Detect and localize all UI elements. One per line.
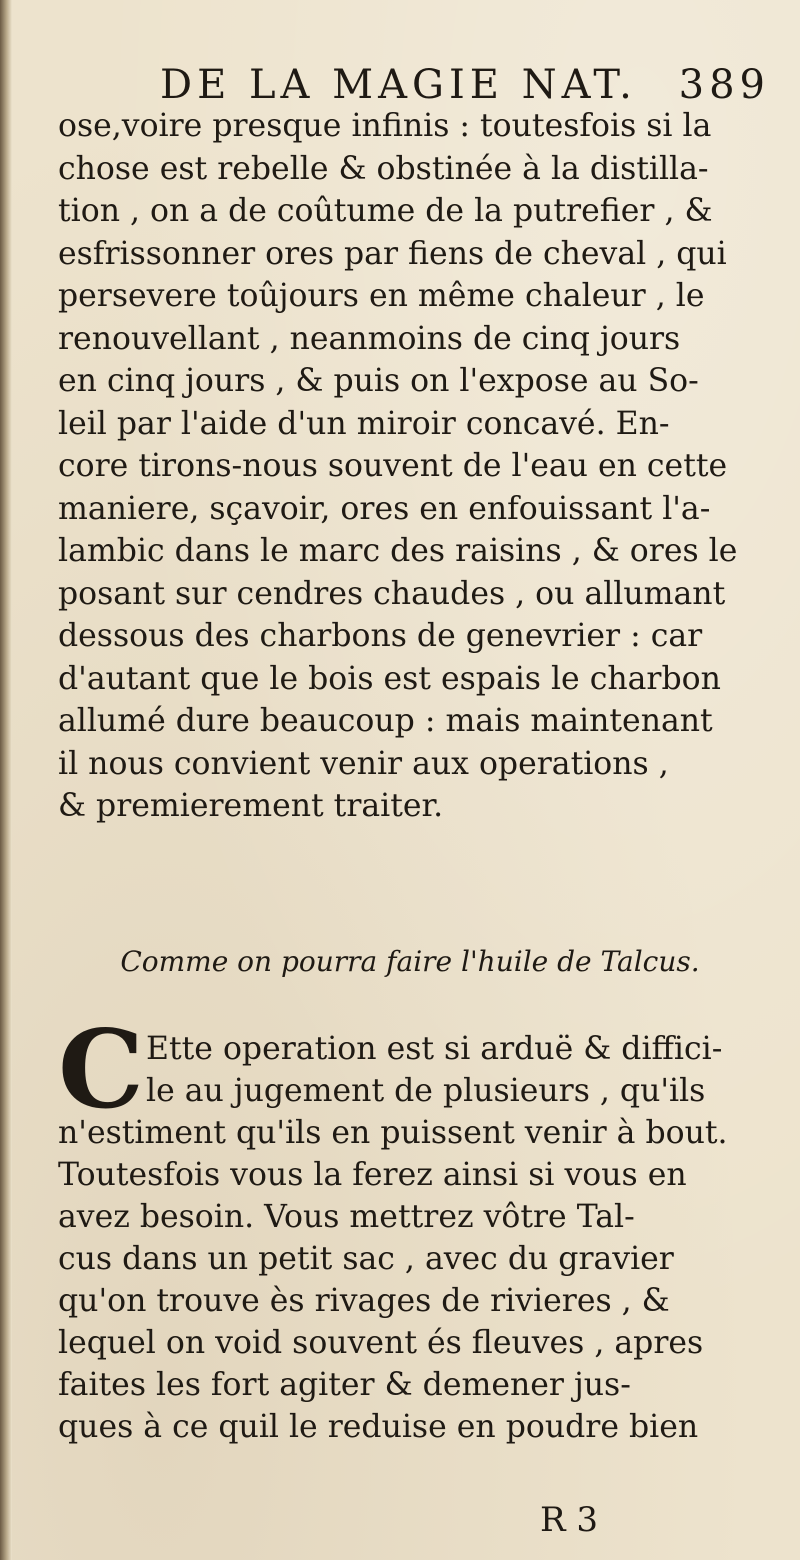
text-line: d'autant que le bois est espais le charbon bbox=[58, 660, 721, 697]
text-line: esfrissonner ores par fiens de cheval , qui bbox=[58, 235, 727, 272]
text-line: Ette operation est si arduë & diffici- bbox=[146, 1031, 723, 1067]
text-line: maniere, sçavoir, ores en enfouissant l'a- bbox=[58, 490, 711, 527]
section-heading: Comme on pourra faire l'huile de Talcus. bbox=[120, 945, 700, 978]
text-line: lequel on void souvent és fleuves , apres bbox=[58, 1325, 704, 1361]
text-line: ques à ce quil le reduise en poudre bien bbox=[58, 1409, 699, 1445]
paragraph-2 bbox=[58, 1007, 763, 1448]
text-line: allumé dure beaucoup : mais maintenant bbox=[58, 703, 713, 739]
page-number: 389 bbox=[678, 62, 770, 108]
text-line: & premierement traiter. bbox=[58, 788, 444, 824]
text-line: en cinq jours , & puis on l'expose au So- bbox=[58, 363, 699, 399]
drop-cap: C bbox=[58, 1007, 144, 1133]
signature-mark: R 3 bbox=[540, 1500, 599, 1540]
text-line: renouvellant , neanmoins de cinq jours bbox=[58, 320, 681, 357]
text-line: dessous des charbons de genevrier : car bbox=[58, 618, 703, 654]
running-head-title: DE LA MAGIE NAT. bbox=[160, 62, 637, 108]
text-line: tion , on a de coûtume de la putrefier , & bbox=[58, 193, 713, 229]
text-line: il nous convient venir aux operations , bbox=[58, 745, 669, 782]
text-line: cus dans un petit sac , avec du gravier bbox=[58, 1241, 674, 1277]
text-line: core tirons-nous souvent de l'eau en cette bbox=[58, 448, 728, 484]
paragraph-1 bbox=[58, 105, 763, 828]
text-line: leil par l'aide d'un miroir concavé. En- bbox=[58, 405, 670, 442]
text-line: le au jugement de plusieurs , qu'ils bbox=[146, 1073, 706, 1109]
text-line: ose,voire presque infinis : toutesfois si la bbox=[58, 108, 712, 144]
text-line: persevere toûjours en même chaleur , le bbox=[58, 278, 705, 314]
text-line: faites les fort agiter & demener jus- bbox=[58, 1367, 631, 1403]
text-line: avez besoin. Vous mettrez vôtre Tal- bbox=[58, 1199, 635, 1235]
text-line: posant sur cendres chaudes , ou allumant bbox=[58, 575, 726, 612]
text-line: n'estiment qu'ils en puissent venir à bout. bbox=[58, 1115, 728, 1151]
text-line: chose est rebelle & obstinée à la distilla- bbox=[58, 150, 709, 187]
running-head bbox=[160, 60, 770, 110]
text-line: qu'on trouve ès rivages de rivieres , & bbox=[58, 1283, 670, 1319]
text-line: Toutesfois vous la ferez ainsi si vous en bbox=[58, 1157, 687, 1193]
text-line: lambic dans le marc des raisins , & ores le bbox=[58, 533, 738, 569]
page-gutter bbox=[0, 0, 12, 1560]
